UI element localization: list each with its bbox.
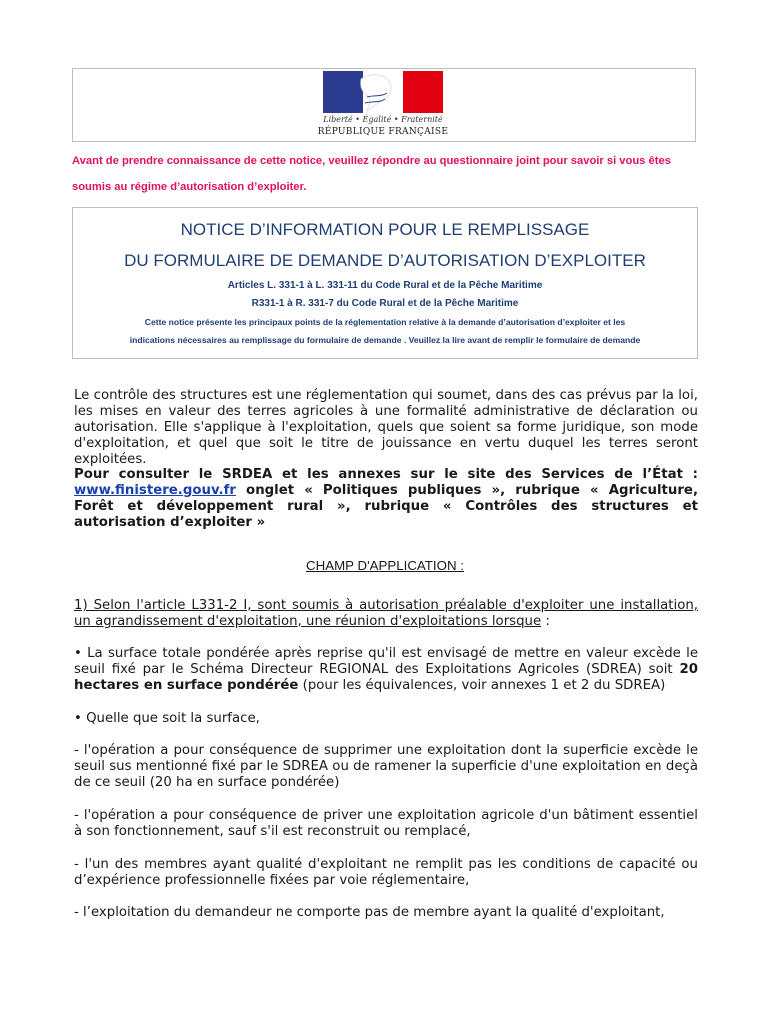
bullet-surface-text: • La surface totale pondérée après reprise qu'il est envisagé de mettre en valeur excède le seuil fixé par le Schéma Directeur REGIONAL des Exploitations Agricoles (SDREA) soit: [74, 646, 698, 677]
section1-colon: :: [541, 614, 550, 629]
list-item: - l’exploitation du demandeur ne comporte pas de membre ayant la qualité d'exploitant,: [74, 905, 665, 920]
notice-title-box: [72, 207, 698, 359]
bullet-any-surface: • Quelle que soit la surface,: [74, 711, 260, 726]
republic-name: RÉPUBLIQUE FRANÇAISE: [317, 127, 449, 137]
notice-description-line2: indications nécessaires au remplissage du formulaire de demande . Veuillez la lire avant de remplir le formulaire de demande: [129, 335, 641, 345]
warning-text: Avant de prendre connaissance de cette notice, veuillez répondre au questionnaire joint pour savoir si vous êtes soumis au régime d’autorisation d’exploiter.: [72, 155, 671, 193]
notice-articles-line1: Articles L. 331-1 à L. 331-11 du Code Rural et de la Pêche Maritime: [227, 280, 543, 291]
consult-suffix: onglet « Politiques publiques », rubrique « Agriculture, Forêt et développement rural », rubrique « Contrôles des structures et autorisation d’exploiter »: [74, 483, 698, 530]
republic-motto: Liberté • Égalité • Fraternité: [323, 115, 443, 124]
notice-title-line2: DU FORMULAIRE DE DEMANDE D’AUTORISATION D’EXPLOITER: [124, 251, 646, 270]
champ-application-heading: CHAMP D'APPLICATION :: [306, 558, 464, 573]
bullet-surface-end: (pour les équivalences, voir annexes 1 et 2 du SDREA): [298, 678, 666, 693]
marianne-emblem-icon: [323, 71, 443, 113]
list-item: - l'opération a pour conséquence de supprimer une exploitation dont la superficie excède le seuil sus mentionné fixé par le SDREA ou de ramener la superficie d'une exploitation en deçà de ce seuil (20 ha en surface pondérée): [74, 743, 698, 790]
notice-articles-line2: R331-1 à R. 331-7 du Code Rural et de la Pêche Maritime: [251, 298, 519, 309]
bullet-surface: [74, 646, 698, 694]
section1-paragraph: [74, 598, 698, 630]
section1-text: 1) Selon l'article L331-2 I, sont soumis à autorisation préalable d'exploiter une installation, un agrandissement d'exploitation, une réunion d'exploitations lorsque: [74, 598, 698, 629]
list-item: - l'opération a pour conséquence de priver une exploitation agricole d'un bâtiment essentiel à son fonctionnement, sauf s'il est reconstruit ou remplacé,: [74, 808, 698, 839]
consult-prefix: Pour consulter le SRDEA et les annexes sur le site des Services de l’État :: [74, 467, 698, 482]
list-item: - l'un des membres ayant qualité d'exploitant ne remplit pas les conditions de capacité ou d’expérience professionnelle fixées par voie réglementaire,: [74, 857, 698, 888]
notice-description-line1: Cette notice présente les principaux points de la réglementation relative à la demande d’autorisation d’exploiter et les: [144, 317, 626, 327]
intro-paragraph: Le contrôle des structures est une réglementation qui soumet, dans des cas prévus par la loi, les mises en valeur des terres agricoles à une formalité administrative de déclaration ou autorisation. Elle s'applique à l'exploitation, quels que soient sa forme juridique, son mode d'exploitation, et quel que soit le titre de jouissance en vertu duquel les terres seront exploitées.: [74, 388, 698, 467]
consult-paragraph: [74, 467, 698, 531]
marianne-logo: [313, 71, 453, 141]
finistere-link[interactable]: www.finistere.gouv.fr: [74, 483, 236, 498]
header-logo-box: [72, 68, 696, 142]
notice-title-line1: NOTICE D’INFORMATION POUR LE REMPLISSAGE: [180, 220, 590, 239]
bullet-surface-bold: 20 hectares en surface pondérée: [74, 662, 698, 693]
